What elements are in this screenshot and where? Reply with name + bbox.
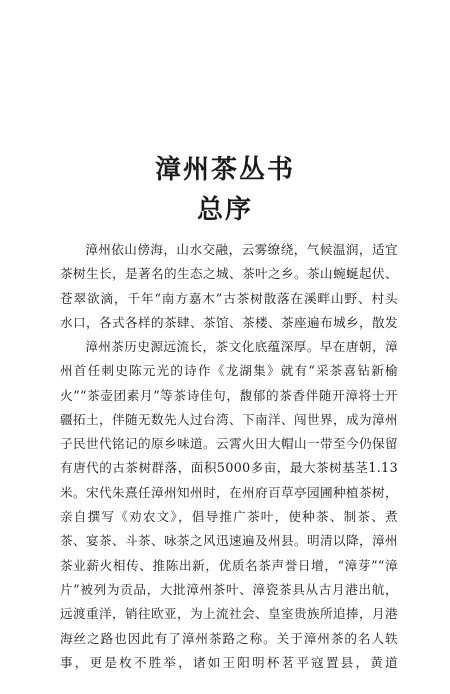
- body-text: [60, 238, 398, 675]
- preface-heading: 总序: [196, 195, 253, 225]
- paragraph-2: 漳州茶历史源远流长，茶文化底蕴深厚。早在唐朝，漳州首任刺史陈元光的诗作《龙湖集》就有“采茶喜钻新榆火”“茶壶团素月”等茶诗佳句，馥郁的茶香伴随开漳将士开疆拓土，伴随无数先人过台湾、下南洋、闯世界，成为漳州子民世代铭记的原乡味道。云霄火田大帽山一带至今仍保留有唐代的古茶树群落，面积5000多亩，最大茶树基茎1.13米。宋代朱熹任漳州知州时，在州府百草亭园圃种植茶树，亲自撰写《劝农文》，倡导推广茶叶，使种茶、制茶、煮茶、宴茶、斗茶、咏茶之风迅速遍及州县。明清以降，漳州茶业薪火相传、推陈出新，优质名茶声誉日增，“漳芽”“漳片”被列为贡品，大批漳州茶叶、漳瓷茶具从古月港出航，远渡重洋，销往欧亚，为上流社会、皇室贵族所追捧，月港海丝之路也因此有了漳州茶路之称。关于漳州茶的名人轶事，更是枚不胜举，诸如王阳明杯茗平寇置县，黄道: [60, 339, 398, 670]
- book-series-title: 漳州茶丛书: [154, 155, 295, 185]
- paragraph-1: 漳州依山傍海，山水交融，云雾缭绕，气候温润，适宜茶树生长，是著名的生态之城、茶叶之乡。茶山蜿蜒起伏、苍翠欲滴，千年“南方嘉木”古茶树散落在溪畔山野、村头水口，各式各样的茶肆、茶馆、茶楼、茶座遍布城乡，散发: [60, 242, 398, 330]
